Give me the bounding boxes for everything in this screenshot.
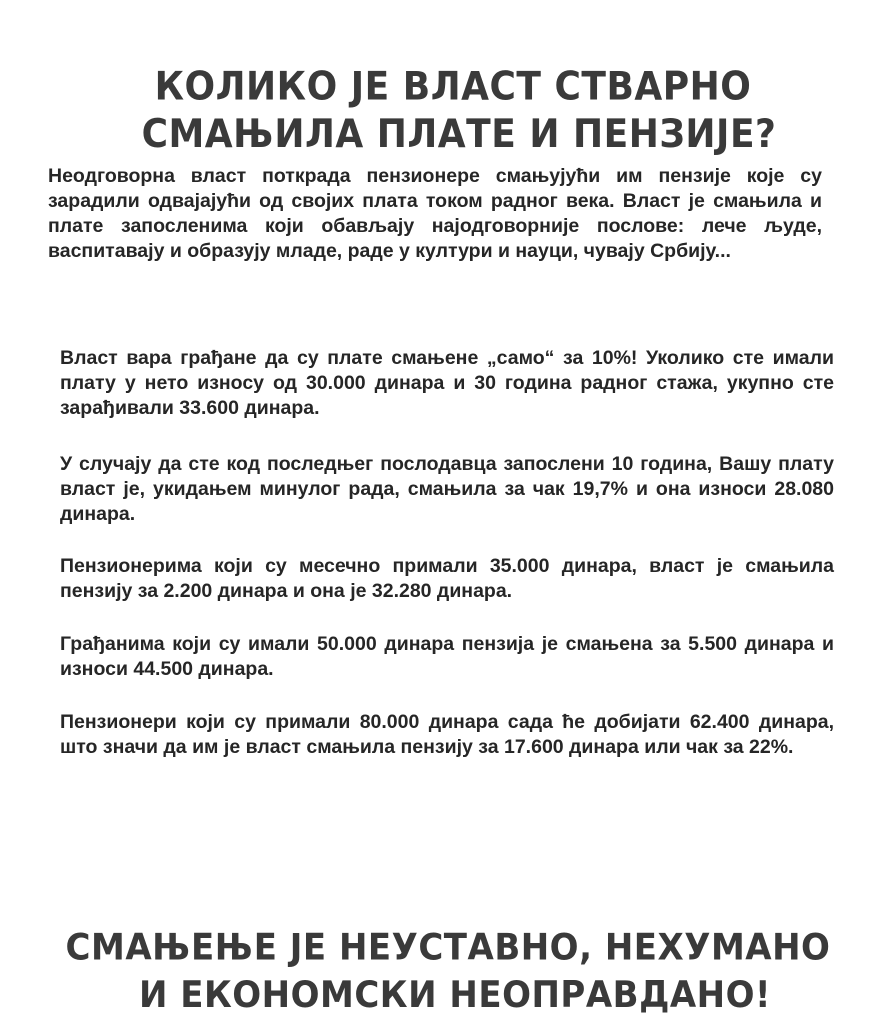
title-line-1: КОЛИКО ЈЕ ВЛАСТ СТВАРНО (154, 65, 752, 110)
paragraph-pension-50000: Грађанима који су имали 50.000 динара пензија је смањена за 5.500 динара и износи 44.500 динара. (60, 633, 834, 680)
page-title (0, 64, 896, 159)
closing-line-1: СМАЊЕЊЕ ЈЕ НЕУСТАВНО, НЕХУМАНО (65, 926, 831, 970)
paragraph-salary-cut-claim: Власт вара грађане да су плате смањене „само“ за 10%! Уколико сте имали плату у нето износу од 30.000 динара и 30 година радног стажа, укупно сте зарађивали 33.600 динара. (60, 347, 834, 419)
closing-line-2: И ЕКОНОМСКИ НЕОПРАВДАНО! (138, 973, 772, 1018)
closing-slogan (0, 924, 896, 1019)
paragraph-pension-80000: Пензионери који су примали 80.000 динара сада ће добијати 62.400 динара, што значи да им је власт смањила пензију за 17.600 динара или чак за 22%. (60, 711, 834, 758)
paragraph-pension-35000: Пензионерима који су месечно примали 35.000 динара, власт је смањила пензију за 2.200 динара и она је 32.280 динара. (60, 555, 834, 602)
paragraph-seniority-cut: У случају да сте код последњег послодавца запослени 10 година, Вашу плату власт је, укидањем минулог рада, смањила за чак 19,7% и она износи 28.080 динара. (60, 453, 834, 525)
intro-paragraph: Неодговорна власт поткрада пензионере смањујући им пензије које су зарадили одвајајући од својих плата током радног века. Власт је смањила и плате запосленима који обављају најодговорније послове: лече људе, васпитавају и образују младе, раде у култури и науци, чувају Србију... (48, 165, 822, 262)
title-line-2: СМАЊИЛА ПЛАТЕ И ПЕНЗИЈЕ? (141, 112, 777, 157)
